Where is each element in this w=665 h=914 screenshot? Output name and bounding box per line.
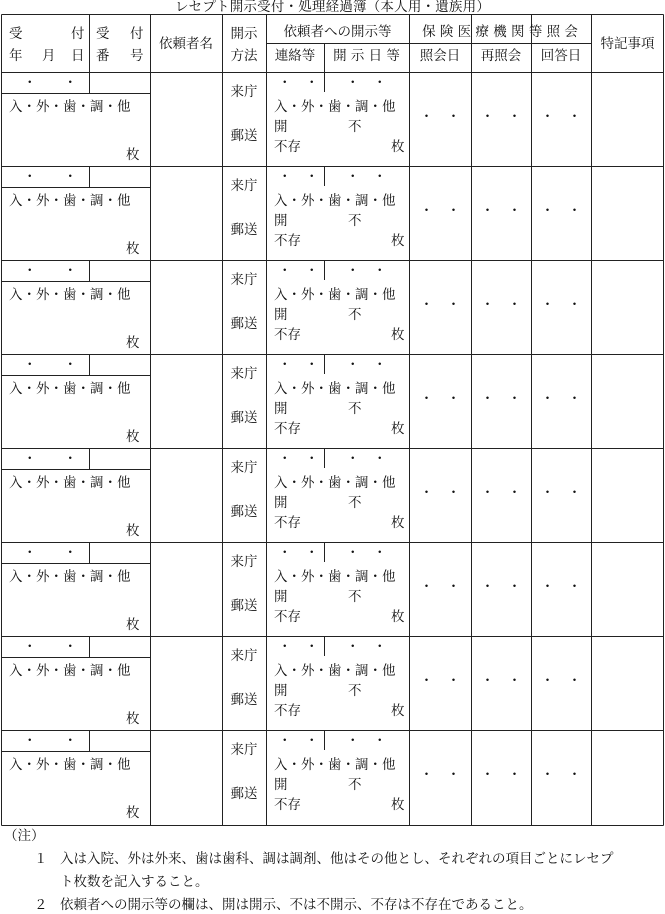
category-list: 入・外・歯・調・他 bbox=[9, 99, 131, 115]
disclosure-count-unit: 枚 bbox=[391, 797, 405, 813]
disclosure-none: 不存 bbox=[274, 609, 301, 625]
header-receipt-no-2: 付 bbox=[130, 26, 144, 42]
count-unit: 枚 bbox=[126, 241, 140, 257]
count-unit: 枚 bbox=[126, 147, 140, 163]
disclosure-count-unit: 枚 bbox=[391, 139, 405, 155]
date-dots: ・ ・ bbox=[23, 733, 77, 749]
method-mail: 郵送 bbox=[230, 504, 258, 520]
contact-dots: ・ ・ bbox=[278, 75, 319, 91]
disclosure-date-dots: ・ ・ bbox=[346, 357, 387, 373]
disclosure-none: 不存 bbox=[274, 797, 301, 813]
header-requester: 依頼者名 bbox=[159, 36, 213, 52]
method-mail: 郵送 bbox=[230, 316, 258, 332]
date-dots: ・ ・ bbox=[23, 357, 77, 373]
header-inquiry-group: 保 険 医 療 機 関 等 照 会 bbox=[422, 24, 578, 40]
table-row bbox=[1, 730, 664, 824]
disclosure-count-unit: 枚 bbox=[391, 421, 405, 437]
table-row bbox=[1, 542, 664, 636]
header-contact: 連絡等 bbox=[274, 48, 316, 64]
inquiry-date-dots: ・ ・ bbox=[419, 203, 461, 219]
answer-date-dots: ・ ・ bbox=[540, 297, 582, 313]
disclosure-not: 不 bbox=[348, 777, 362, 793]
answer-date-dots: ・ ・ bbox=[540, 673, 582, 689]
disclosure-none: 不存 bbox=[274, 139, 301, 155]
contact-dots: ・ ・ bbox=[278, 169, 319, 185]
inquiry-date-dots: ・ ・ bbox=[419, 579, 461, 595]
disclosure-date-dots: ・ ・ bbox=[346, 639, 387, 655]
disclosure-categories: 入・外・歯・調・他 bbox=[274, 757, 396, 773]
method-mail: 郵送 bbox=[230, 786, 258, 802]
re-inquiry-dots: ・ ・ bbox=[480, 485, 522, 501]
method-visit: 来庁 bbox=[230, 178, 258, 194]
re-inquiry-dots: ・ ・ bbox=[480, 109, 522, 125]
date-dots: ・ ・ bbox=[23, 75, 77, 91]
disclosure-not: 不 bbox=[348, 401, 362, 417]
count-unit: 枚 bbox=[126, 335, 140, 351]
contact-dots: ・ ・ bbox=[278, 451, 319, 467]
disclosure-open: 開 bbox=[274, 777, 288, 793]
table-row bbox=[1, 448, 664, 542]
disclosure-open: 開 bbox=[274, 589, 288, 605]
header-receipt-no-4: 号 bbox=[130, 48, 144, 64]
disclosure-open: 開 bbox=[274, 307, 288, 323]
disclosure-none: 不存 bbox=[274, 515, 301, 531]
inquiry-date-dots: ・ ・ bbox=[419, 109, 461, 125]
category-list: 入・外・歯・調・他 bbox=[9, 193, 131, 209]
disclosure-open: 開 bbox=[274, 213, 288, 229]
header-inquiry-date: 照会日 bbox=[419, 48, 461, 64]
header-disclosure-date: 開 示 日 等 bbox=[333, 48, 400, 64]
disclosure-open: 開 bbox=[274, 119, 288, 135]
table-row bbox=[1, 260, 664, 354]
answer-date-dots: ・ ・ bbox=[540, 767, 582, 783]
category-list: 入・外・歯・調・他 bbox=[9, 287, 131, 303]
table-row bbox=[1, 166, 664, 260]
disclosure-categories: 入・外・歯・調・他 bbox=[274, 193, 396, 209]
contact-dots: ・ ・ bbox=[278, 639, 319, 655]
disclosure-categories: 入・外・歯・調・他 bbox=[274, 569, 396, 585]
disclosure-categories: 入・外・歯・調・他 bbox=[274, 99, 396, 115]
disclosure-date-dots: ・ ・ bbox=[346, 169, 387, 185]
disclosure-open: 開 bbox=[274, 401, 288, 417]
table-row bbox=[1, 354, 664, 448]
re-inquiry-dots: ・ ・ bbox=[480, 579, 522, 595]
disclosure-open: 開 bbox=[274, 495, 288, 511]
date-dots: ・ ・ bbox=[23, 169, 77, 185]
document-title: レセプト開示受付・処理経過簿（本人用・遺族用） bbox=[174, 0, 491, 15]
header-answer-date: 回答日 bbox=[540, 48, 582, 64]
method-mail: 郵送 bbox=[230, 222, 258, 238]
disclosure-date-dots: ・ ・ bbox=[346, 451, 387, 467]
method-visit: 来庁 bbox=[230, 84, 258, 100]
header-receipt-date-2: 付 bbox=[71, 26, 85, 42]
category-list: 入・外・歯・調・他 bbox=[9, 475, 131, 491]
method-visit: 来庁 bbox=[230, 554, 258, 570]
count-unit: 枚 bbox=[126, 429, 140, 445]
table-row bbox=[1, 636, 664, 730]
method-visit: 来庁 bbox=[230, 366, 258, 382]
category-list: 入・外・歯・調・他 bbox=[9, 757, 131, 773]
disclosure-count-unit: 枚 bbox=[391, 609, 405, 625]
disclosure-none: 不存 bbox=[274, 421, 301, 437]
disclosure-not: 不 bbox=[348, 589, 362, 605]
re-inquiry-dots: ・ ・ bbox=[480, 391, 522, 407]
method-mail: 郵送 bbox=[230, 410, 258, 426]
disclosure-not: 不 bbox=[348, 119, 362, 135]
method-mail: 郵送 bbox=[230, 128, 258, 144]
answer-date-dots: ・ ・ bbox=[540, 109, 582, 125]
disclosure-categories: 入・外・歯・調・他 bbox=[274, 287, 396, 303]
inquiry-date-dots: ・ ・ bbox=[419, 673, 461, 689]
disclosure-categories: 入・外・歯・調・他 bbox=[274, 663, 396, 679]
contact-dots: ・ ・ bbox=[278, 545, 319, 561]
disclosure-not: 不 bbox=[348, 495, 362, 511]
note-2-number: ２ bbox=[34, 897, 48, 913]
disclosure-categories: 入・外・歯・調・他 bbox=[274, 381, 396, 397]
header-receipt-no-1: 受 bbox=[96, 26, 110, 42]
disclosure-categories: 入・外・歯・調・他 bbox=[274, 475, 396, 491]
count-unit: 枚 bbox=[126, 711, 140, 727]
header-notes-column: 特記事項 bbox=[600, 36, 655, 52]
disclosure-date-dots: ・ ・ bbox=[346, 545, 387, 561]
note-1-line-1: 入は入院、外は外来、歯は歯科、調は調剤、他はその他とし、それぞれの項目ごとにレセプ bbox=[60, 851, 614, 867]
disclosure-not: 不 bbox=[348, 683, 362, 699]
disclosure-count-unit: 枚 bbox=[391, 233, 405, 249]
note-1-number: １ bbox=[34, 851, 48, 867]
method-visit: 来庁 bbox=[230, 742, 258, 758]
inquiry-date-dots: ・ ・ bbox=[419, 297, 461, 313]
count-unit: 枚 bbox=[126, 805, 140, 821]
inquiry-date-dots: ・ ・ bbox=[419, 485, 461, 501]
disclosure-open: 開 bbox=[274, 683, 288, 699]
answer-date-dots: ・ ・ bbox=[540, 203, 582, 219]
note-2-line-1: 依頼者への開示等の欄は、開は開示、不は不開示、不存は不存在であること。 bbox=[60, 897, 533, 913]
re-inquiry-dots: ・ ・ bbox=[480, 203, 522, 219]
method-visit: 来庁 bbox=[230, 272, 258, 288]
contact-dots: ・ ・ bbox=[278, 357, 319, 373]
answer-date-dots: ・ ・ bbox=[540, 485, 582, 501]
inquiry-date-dots: ・ ・ bbox=[419, 767, 461, 783]
contact-dots: ・ ・ bbox=[278, 263, 319, 279]
method-mail: 郵送 bbox=[230, 692, 258, 708]
contact-dots: ・ ・ bbox=[278, 733, 319, 749]
disclosure-date-dots: ・ ・ bbox=[346, 75, 387, 91]
header-receipt-date-3: 年 bbox=[9, 48, 23, 64]
answer-date-dots: ・ ・ bbox=[540, 579, 582, 595]
date-dots: ・ ・ bbox=[23, 451, 77, 467]
header-disclosure-group: 依頼者への開示等 bbox=[283, 24, 392, 40]
header-receipt-date-4: 月 bbox=[42, 48, 56, 64]
category-list: 入・外・歯・調・他 bbox=[9, 569, 131, 585]
header-receipt-no-3: 番 bbox=[96, 48, 110, 64]
count-unit: 枚 bbox=[126, 617, 140, 633]
disclosure-count-unit: 枚 bbox=[391, 703, 405, 719]
notes-heading: （注） bbox=[4, 828, 45, 844]
disclosure-none: 不存 bbox=[274, 327, 301, 343]
header-method-2: 方法 bbox=[230, 48, 258, 64]
disclosure-date-dots: ・ ・ bbox=[346, 733, 387, 749]
disclosure-none: 不存 bbox=[274, 703, 301, 719]
re-inquiry-dots: ・ ・ bbox=[480, 673, 522, 689]
note-1-line-2: ト枚数を記入すること。 bbox=[60, 874, 209, 890]
header-re-inquiry: 再照会 bbox=[480, 48, 522, 64]
re-inquiry-dots: ・ ・ bbox=[480, 767, 522, 783]
date-dots: ・ ・ bbox=[23, 545, 77, 561]
disclosure-none: 不存 bbox=[274, 233, 301, 249]
disclosure-count-unit: 枚 bbox=[391, 515, 405, 531]
disclosure-date-dots: ・ ・ bbox=[346, 263, 387, 279]
method-visit: 来庁 bbox=[230, 460, 258, 476]
method-visit: 来庁 bbox=[230, 648, 258, 664]
category-list: 入・外・歯・調・他 bbox=[9, 663, 131, 679]
disclosure-count-unit: 枚 bbox=[391, 327, 405, 343]
answer-date-dots: ・ ・ bbox=[540, 391, 582, 407]
inquiry-date-dots: ・ ・ bbox=[419, 391, 461, 407]
category-list: 入・外・歯・調・他 bbox=[9, 381, 131, 397]
disclosure-not: 不 bbox=[348, 307, 362, 323]
header-receipt-date-1: 受 bbox=[9, 26, 23, 42]
method-mail: 郵送 bbox=[230, 598, 258, 614]
disclosure-not: 不 bbox=[348, 213, 362, 229]
ledger-table bbox=[1, 14, 664, 826]
count-unit: 枚 bbox=[126, 523, 140, 539]
header-receipt-date-5: 日 bbox=[71, 48, 85, 64]
re-inquiry-dots: ・ ・ bbox=[480, 297, 522, 313]
date-dots: ・ ・ bbox=[23, 263, 77, 279]
date-dots: ・ ・ bbox=[23, 639, 77, 655]
header-method-1: 開示 bbox=[230, 26, 258, 42]
table-row bbox=[1, 72, 664, 166]
